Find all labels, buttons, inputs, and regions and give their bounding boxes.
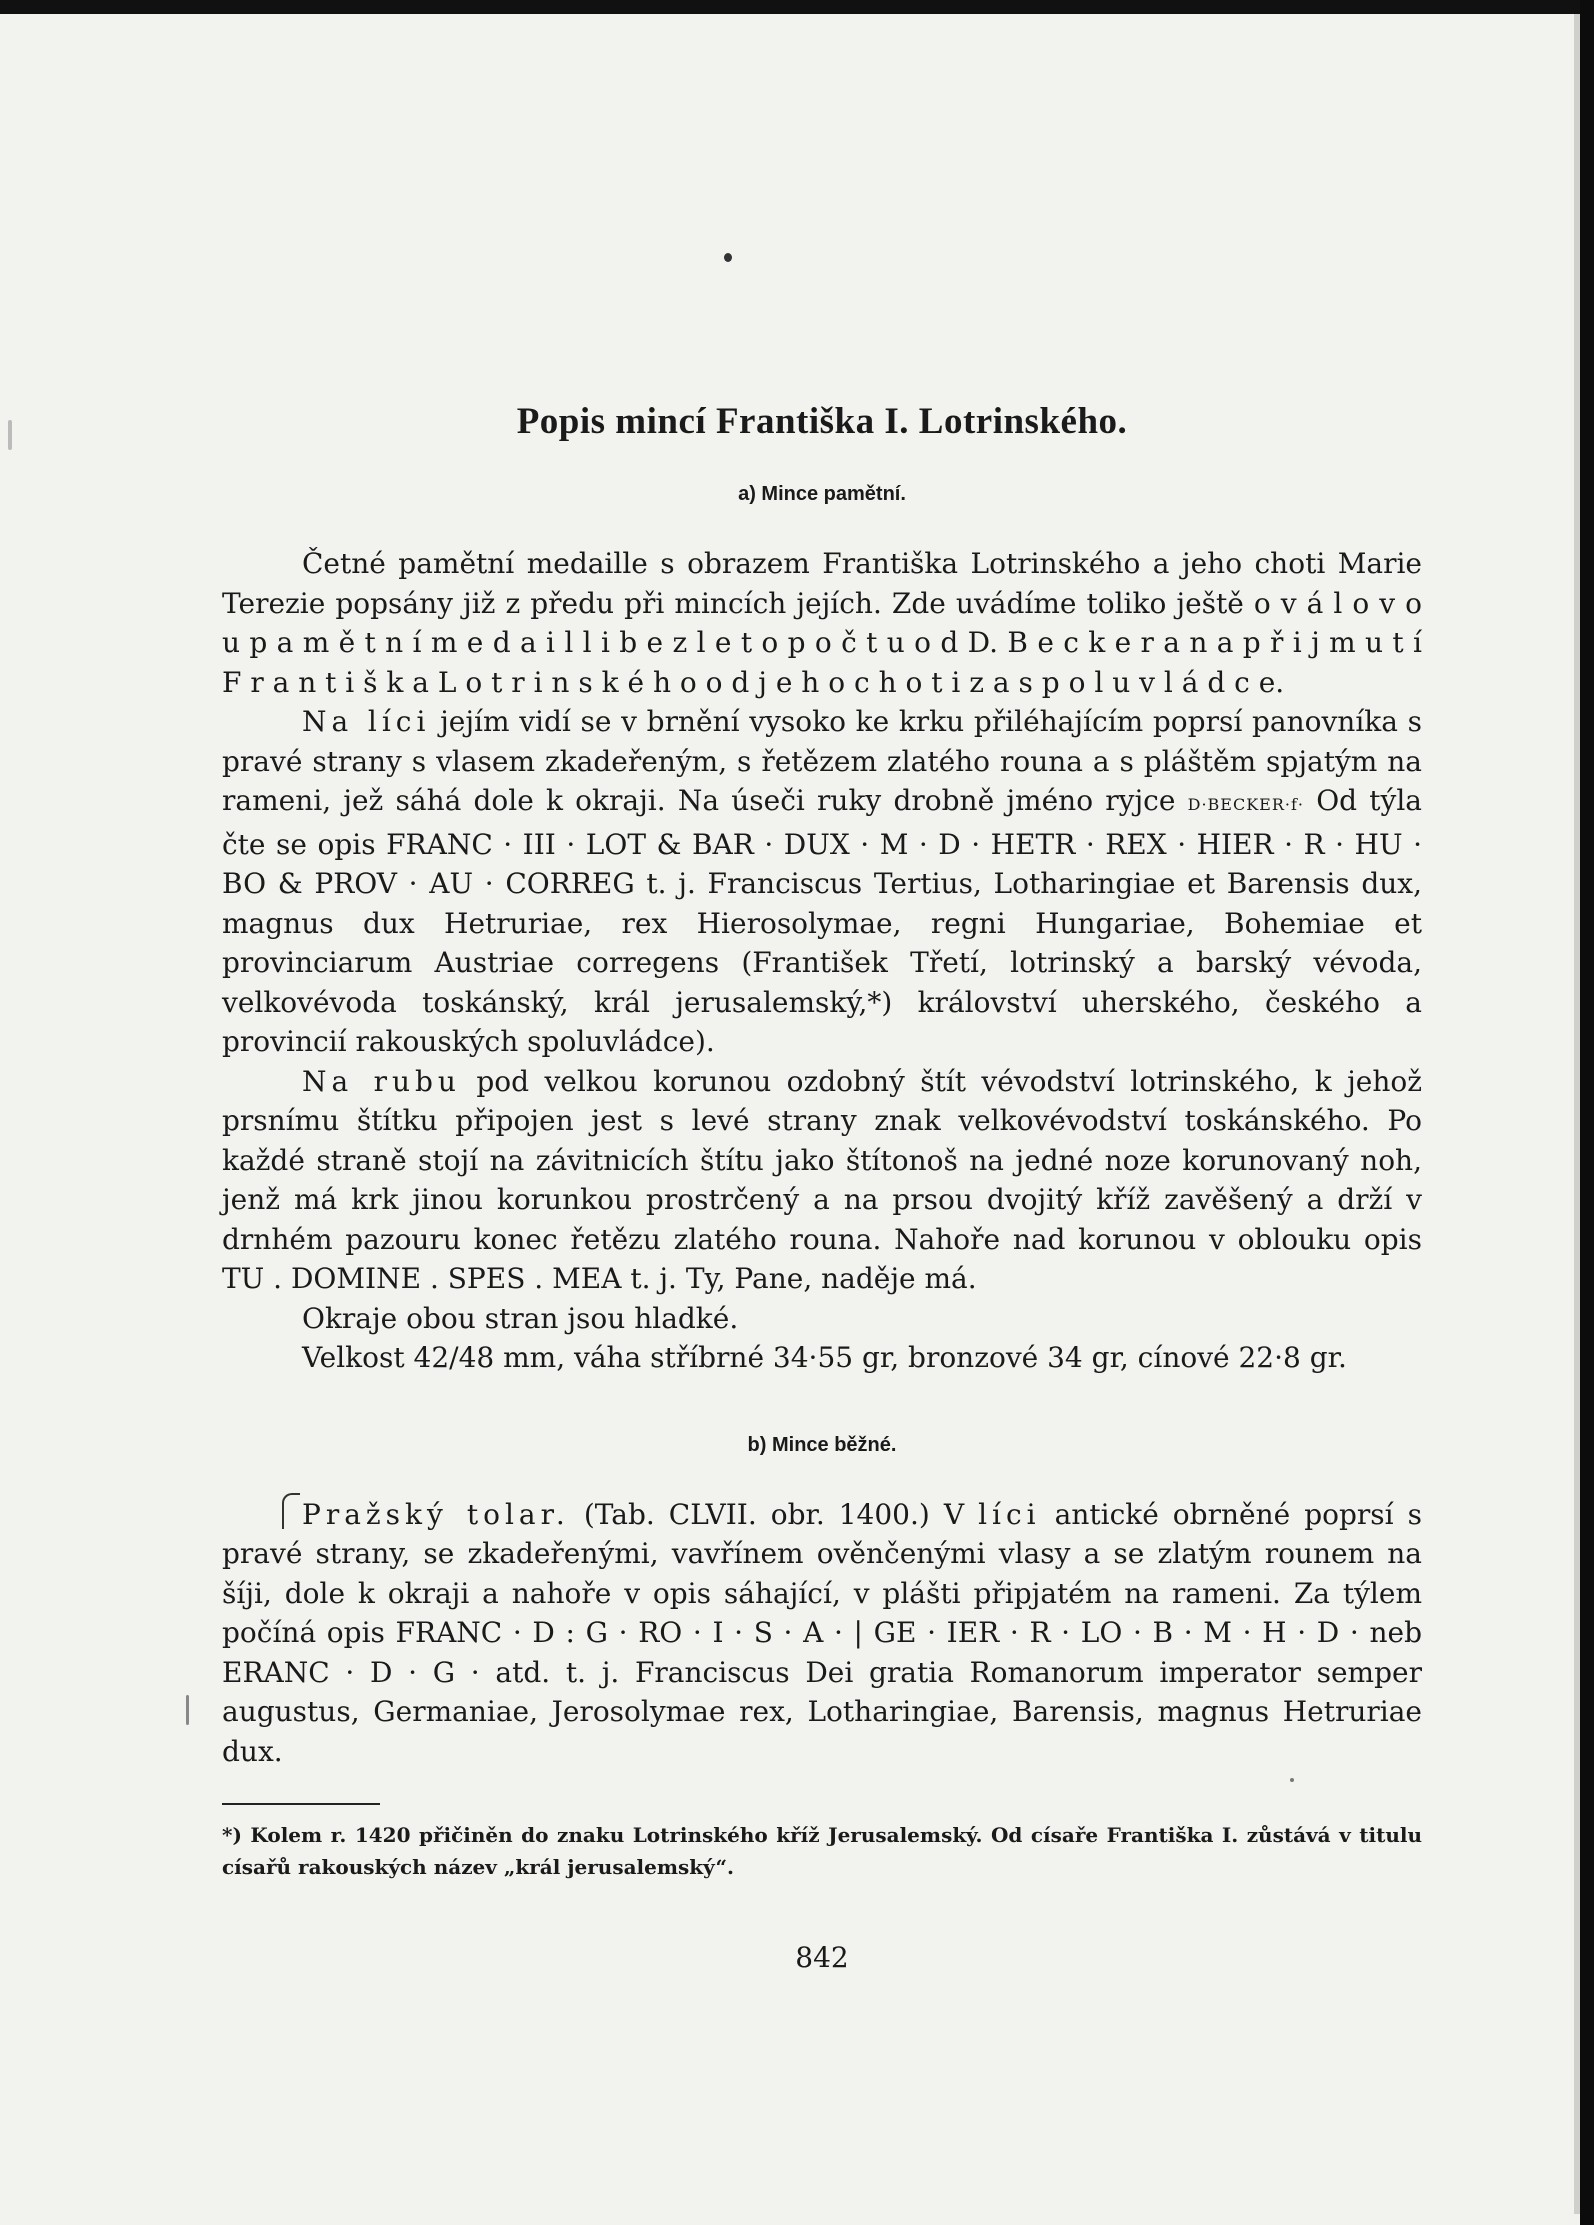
speck-mark	[724, 253, 732, 262]
reverse-text: pod velkou korunou ozdobný štít vévodství lotrinského, k jehož prsnímu štítku připojen jest s levé strany znak velkovévodství toskánského. Po každé straně stojí na závitnicích štítu jako štítonoš na jedné noze korunovaný noh, jenž má krk jinou korunkou prostrčený a na prsou dvojitý kříž zavěšený a drží v drnhém pazouru konec řetězu zlatého rouna. Nahoře nad korunou v oblouku opis TU . DOMINE . SPES . MEA t. j. Ty, Pane, naděje má.	[222, 1064, 1422, 1295]
obverse-text-1: jejím vidí se v brnění vysoko ke krku přiléhajícím poprsí panovníka s pravé strany s vlasem zkadeřeným, s řetězem zlatého rouna a s pláštěm spjatým na rameni, jež sáhá dole k okraji. Na úseči ruky drobně jméno ryjce	[222, 705, 1422, 817]
section-b-body	[222, 1495, 1422, 1772]
paragraph-medal-intro: Četné pamětní medaille s obrazem Františka Lotrinského a jeho choti Marie Terezie popsány již z předu při mincích jejích. Zde uvádíme toliko ještě o v á l o v o u p a m ě t n í m e d a i l l i b e z l e t o p o č t u o d D. B e c k e r a n a p ř i j m u t í F r a n t i š k a L o t r i n s k é h o o d j e h o c h o t i z a s p o l u v l á d c e.	[222, 547, 1422, 699]
thaler-text-2: antické obrněné poprsí s pravé strany, se zkadeřenými, vavřínem ověnčenými vlasy a se zlatým rounem na šíji, dole k okraji a nahoře v opis sáhající, v plášti připjatém na rameni. Za týlem počíná opis FRANC · D : G · RO · I · S · A · | GE · IER · R · LO · B · M · H · D · neb ERANC · D · G · atd. t. j. Franciscus Dei gratia Romanorum imperator semper augustus, Germaniae, Jerosolymae rex, Lotharingiae, Barensis, magnus Hetruriae dux.	[222, 1497, 1422, 1768]
section-a-heading: a) Mince pamětní.	[738, 483, 906, 505]
paragraph-obverse	[222, 702, 1422, 1062]
obverse-lead: Na líci	[302, 705, 431, 738]
paragraph-dimensions: Velkost 42/48 mm, váha stříbrné 34·55 gr, bronzové 34 gr, cínové 22·8 gr.	[302, 1341, 1347, 1374]
page-content	[222, 400, 1422, 1974]
page-number: 842	[795, 1941, 849, 1974]
reverse-lead: Na rubu	[302, 1064, 461, 1098]
thaler-text-1: (Tab. CLVII. obr. 1400.) V	[569, 1497, 979, 1531]
paragraph-prague-thaler	[222, 1495, 1422, 1772]
paragraph-edges: Okraje obou stran jsou hladké.	[302, 1301, 739, 1335]
section-b-heading: b) Mince běžné.	[747, 1433, 897, 1456]
scan-edge-shadow	[1574, 14, 1580, 2214]
thaler-lici: líci	[978, 1497, 1041, 1531]
speck-mark	[186, 1695, 189, 1725]
speck-mark	[8, 420, 12, 450]
thaler-lead: Pražský tolar.	[302, 1497, 570, 1531]
engraver-signature: D·BECKER·f·	[1187, 795, 1304, 814]
obverse-text-2: Od týla čte se opis FRANC · III · LOT & BAR · DUX · M · D · HETR · REX · HIER · R · HU · BO & PROV · AU · CORREG t. j. Franciscus Tertius, Lotharingiae et Barensis dux, magnus dux Hetruriae, rex Hierosolymae, regni Hungariae, Bohemiae et provinciarum Austriae corregens (František Třetí, lotrinský a barský vévoda, velkovévoda toskánský, král jerusalemský,*) království uherského, českého a provincií rakouských spoluvládce).	[222, 784, 1422, 1058]
page-title: Popis mincí Františka I. Lotrinského.	[516, 401, 1128, 442]
footnote: *) Kolem r. 1420 přičiněn do znaku Lotrinského kříž Jerusalemský. Od císaře Františka I. zůstává v titulu císařů rakouských název „král jerusalemský“.	[222, 1823, 1422, 1879]
paragraph-reverse	[222, 1062, 1422, 1299]
scan-edge-right	[1580, 0, 1594, 2225]
footnote-divider	[222, 1803, 380, 1805]
scan-edge-top	[0, 0, 1594, 14]
section-a-body	[222, 544, 1422, 1378]
